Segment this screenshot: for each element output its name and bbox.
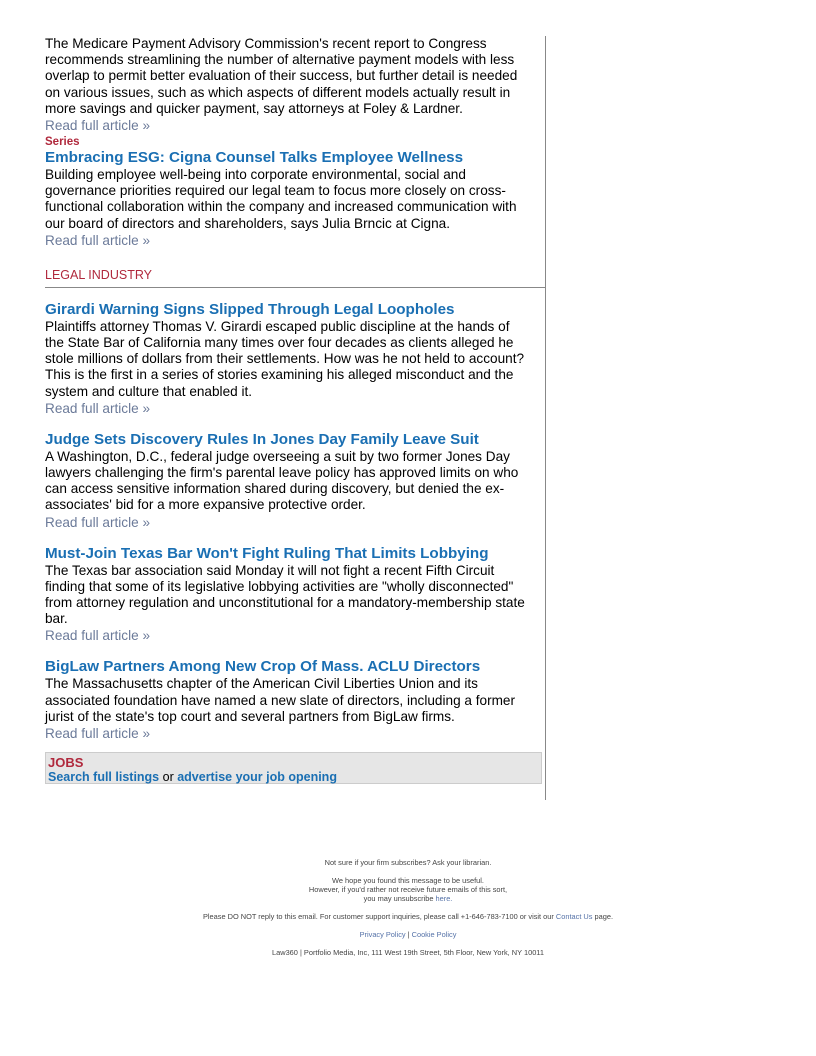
unsubscribe-link[interactable]: here.	[435, 894, 453, 903]
jobs-or-text: or	[159, 770, 178, 784]
section-header-legal-industry: LEGAL INDUSTRY	[45, 267, 546, 288]
article-item	[45, 658, 545, 743]
search-listings-link[interactable]: Search full listings	[48, 770, 160, 784]
read-more-link[interactable]: Read full article »	[45, 232, 151, 248]
privacy-policy-link[interactable]: Privacy Policy	[359, 930, 406, 939]
newsletter-column	[45, 36, 546, 800]
policy-links	[0, 930, 816, 939]
cookie-policy-link[interactable]: Cookie Policy	[411, 930, 457, 939]
useful-note: We hope you found this message to be useful.	[332, 876, 484, 885]
read-more-link[interactable]: Read full article »	[45, 726, 151, 742]
article-headline[interactable]: Judge Sets Discovery Rules In Jones Day Family Leave Suit	[45, 430, 479, 448]
jobs-links	[48, 770, 541, 785]
article-item	[45, 545, 545, 646]
article-headline[interactable]: Girardi Warning Signs Slipped Through Legal Loopholes	[45, 300, 455, 318]
company-address: Law360 | Portfolio Media, Inc, 111 West 19th Street, 5th Floor, New York, NY 10011	[272, 948, 544, 957]
policy-separator: |	[405, 930, 412, 939]
read-more-link[interactable]: Read full article »	[45, 514, 151, 530]
support-suffix: page.	[592, 912, 614, 921]
advertise-job-link[interactable]: advertise your job opening	[177, 770, 337, 784]
article-summary: Building employee well-being into corporate environmental, social and governance priorities required our legal team to focus more closely on cross-functional collaboration within the company and increased communication with our board of directors and shareholders, says Julia Brncic at Cigna.	[45, 167, 517, 231]
opt-out-note: However, if you'd rather not receive future emails of this sort,	[308, 885, 508, 894]
support-line	[0, 912, 816, 921]
series-article	[45, 135, 545, 250]
article-headline[interactable]: BigLaw Partners Among New Crop Of Mass. ACLU Directors	[45, 658, 481, 676]
article-summary: A Washington, D.C., federal judge overseeing a suit by two former Jones Day lawyers challenging the firm's parental leave policy has approved limits on who can access sensitive information shared during discovery, but denied the ex-associates' bid for a more expansive protective order.	[45, 448, 519, 513]
support-prefix: Please DO NOT reply to this email. For customer support inquiries, please call +1-646-783-7100 or visit our	[202, 912, 556, 921]
read-more-link[interactable]: Read full article »	[45, 118, 151, 134]
article-item	[45, 301, 545, 418]
article-summary: The Massachusetts chapter of the American Civil Liberties Union and its associated foundation have named a new slate of directors, including a former jurist of the state's top court and several partners from BigLaw firms.	[45, 676, 516, 724]
article-summary: The Medicare Payment Advisory Commission's recent report to Congress recommends streamlining the number of alternative payment models with less overlap to permit better evaluation of their success, but further detail is needed on various issues, such as which aspects of different models actually result in more savings and quicker payment, say attorneys at Foley & Lardner.	[45, 36, 518, 116]
read-more-link[interactable]: Read full article »	[45, 628, 151, 644]
article-headline[interactable]: Must-Join Texas Bar Won't Fight Ruling That Limits Lobbying	[45, 544, 489, 562]
jobs-box	[45, 752, 542, 784]
email-footer	[0, 858, 816, 957]
unsubscribe-prefix: you may unsubscribe	[363, 894, 436, 903]
read-more-link[interactable]: Read full article »	[45, 400, 151, 416]
article-item	[45, 431, 545, 532]
contact-us-link[interactable]: Contact Us	[555, 912, 593, 921]
unsubscribe-line	[0, 894, 816, 903]
article-summary: Plaintiffs attorney Thomas V. Girardi escaped public discipline at the hands of the State Bar of California many times over four decades as clients alleged he stole millions of dollars from their settlements. How was he not held to account? This is the first in a series of stories examining his alleged misconduct and the system and culture that enabled it.	[45, 318, 525, 399]
article-summary: The Texas bar association said Monday it will not fight a recent Fifth Circuit finding that some of its legislative lobbying activities are "wholly disconnected" from attorney regulation and unconstitutional for a mandatory-membership state bar.	[45, 562, 525, 627]
series-label: Series	[45, 136, 80, 149]
article-headline[interactable]: Embracing ESG: Cigna Counsel Talks Employee Wellness	[45, 149, 464, 167]
intro-article	[45, 36, 545, 135]
jobs-title: JOBS	[48, 755, 84, 770]
librarian-note: Not sure if your firm subscribes? Ask your librarian.	[324, 858, 492, 867]
